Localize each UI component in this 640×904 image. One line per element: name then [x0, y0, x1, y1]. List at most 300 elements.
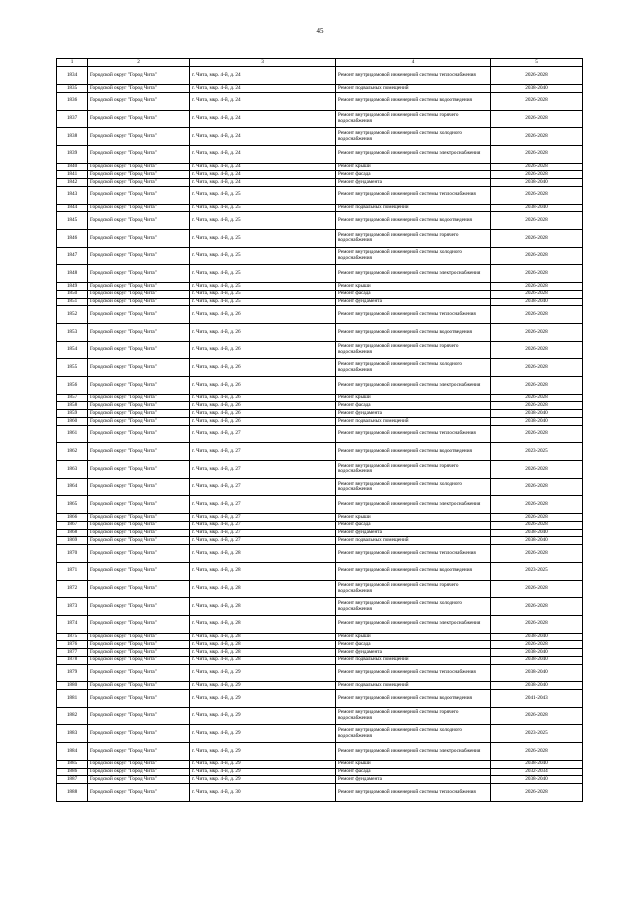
table-row — [57, 204, 583, 212]
municipality-cell: Городской округ "Город Чита" — [88, 283, 190, 291]
address-cell: г. Чита, мкр. 4-й, д. 26 — [190, 359, 336, 377]
period-cell: 2038-2040 — [491, 529, 583, 537]
table-body — [57, 67, 583, 801]
municipality-cell: Городской округ "Город Чита" — [88, 529, 190, 537]
period-cell: 2026-2028 — [491, 521, 583, 529]
row-number-cell: 1876 — [57, 641, 88, 649]
work-type-cell: Ремонт внутридомовой инженерной системы горячего водоснабжения — [336, 707, 491, 725]
column-header: 1 — [57, 59, 88, 67]
table-row — [57, 776, 583, 784]
table-row — [57, 656, 583, 664]
address-cell: г. Чита, мкр. 4-й, д. 29 — [190, 690, 336, 708]
row-number-cell: 1855 — [57, 359, 88, 377]
period-cell: 2038-2040 — [491, 85, 583, 93]
table-row — [57, 186, 583, 204]
table-row — [57, 725, 583, 743]
work-type-cell: Ремонт внутридомовой инженерной системы горячего водоснабжения — [336, 580, 491, 598]
row-number-cell: 1851 — [57, 298, 88, 306]
work-type-cell: Ремонт фасада — [336, 521, 491, 529]
work-type-cell: Ремонт внутридомовой инженерной системы горячего водоснабжения — [336, 341, 491, 359]
page-number: 45 — [316, 27, 324, 35]
period-cell: 2026-2028 — [491, 212, 583, 230]
municipality-cell: Городской округ "Город Чита" — [88, 163, 190, 171]
column-header: 2 — [88, 59, 190, 67]
municipality-cell: Городской округ "Город Чита" — [88, 776, 190, 784]
table-row — [57, 110, 583, 128]
work-type-cell: Ремонт фасада — [336, 641, 491, 649]
municipality-cell: Городской округ "Город Чита" — [88, 562, 190, 580]
table-row — [57, 265, 583, 283]
address-cell: г. Чита, мкр. 4-й, д. 27 — [190, 537, 336, 545]
work-type-cell: Ремонт подвальных помещений — [336, 656, 491, 664]
period-cell: 2026-2028 — [491, 461, 583, 479]
address-cell: г. Чита, мкр. 4-й, д. 29 — [190, 664, 336, 682]
table-row — [57, 229, 583, 247]
work-type-cell: Ремонт подвальных помещений — [336, 417, 491, 425]
table-row — [57, 171, 583, 179]
table-row — [57, 145, 583, 163]
table-row — [57, 598, 583, 616]
period-cell: 2038-2040 — [491, 760, 583, 768]
work-type-cell: Ремонт фундамента — [336, 410, 491, 418]
column-header: 4 — [336, 59, 491, 67]
municipality-cell: Городской округ "Город Чита" — [88, 323, 190, 341]
address-cell: г. Чита, мкр. 4-й, д. 28 — [190, 598, 336, 616]
municipality-cell: Городской округ "Город Чита" — [88, 443, 190, 461]
period-cell: 2026-2028 — [491, 128, 583, 146]
table-row — [57, 212, 583, 230]
address-cell: г. Чита, мкр. 4-й, д. 27 — [190, 521, 336, 529]
period-cell: 2026-2028 — [491, 394, 583, 402]
table-row — [57, 67, 583, 85]
address-cell: г. Чита, мкр. 4-й, д. 29 — [190, 776, 336, 784]
period-cell: 2026-2028 — [491, 283, 583, 291]
row-number-cell: 1843 — [57, 186, 88, 204]
table-row — [57, 377, 583, 395]
municipality-cell: Городской округ "Город Чита" — [88, 298, 190, 306]
table-row — [57, 537, 583, 545]
work-type-cell: Ремонт внутридомовой инженерной системы теплоснабжения — [336, 186, 491, 204]
table-row — [57, 580, 583, 598]
municipality-cell: Городской округ "Город Чита" — [88, 110, 190, 128]
address-cell: г. Чита, мкр. 4-й, д. 28 — [190, 580, 336, 598]
address-cell: г. Чита, мкр. 4-й, д. 26 — [190, 410, 336, 418]
row-number-cell: 1853 — [57, 323, 88, 341]
period-cell: 2026-2028 — [491, 229, 583, 247]
work-type-cell: Ремонт внутридомовой инженерной системы теплоснабжения — [336, 425, 491, 443]
period-cell: 2026-2028 — [491, 707, 583, 725]
column-header: 3 — [190, 59, 336, 67]
work-type-cell: Ремонт крыши — [336, 394, 491, 402]
period-cell: 2026-2028 — [491, 615, 583, 633]
row-number-cell: 1863 — [57, 461, 88, 479]
row-number-cell: 1870 — [57, 545, 88, 563]
work-type-cell: Ремонт фундамента — [336, 649, 491, 657]
municipality-cell: Городской округ "Город Чита" — [88, 186, 190, 204]
address-cell: г. Чита, мкр. 4-й, д. 24 — [190, 163, 336, 171]
row-number-cell: 1834 — [57, 67, 88, 85]
municipality-cell: Городской округ "Город Чита" — [88, 417, 190, 425]
address-cell: г. Чита, мкр. 4-й, д. 29 — [190, 682, 336, 690]
period-cell: 2026-2028 — [491, 641, 583, 649]
address-cell: г. Чита, мкр. 4-й, д. 24 — [190, 179, 336, 187]
work-type-cell: Ремонт внутридомовой инженерной системы водоотведения — [336, 212, 491, 230]
column-number-header-row — [57, 59, 583, 67]
work-type-cell: Ремонт внутридомовой инженерной системы горячего водоснабжения — [336, 461, 491, 479]
municipality-cell: Городской округ "Город Чита" — [88, 92, 190, 110]
address-cell: г. Чита, мкр. 4-й, д. 26 — [190, 341, 336, 359]
row-number-cell: 1880 — [57, 682, 88, 690]
work-type-cell: Ремонт внутридомовой инженерной системы водоотведения — [336, 92, 491, 110]
table-row — [57, 514, 583, 522]
address-cell: г. Чита, мкр. 4-й, д. 26 — [190, 417, 336, 425]
table-row — [57, 562, 583, 580]
row-number-cell: 1856 — [57, 377, 88, 395]
period-cell: 2038-2040 — [491, 656, 583, 664]
row-number-cell: 1883 — [57, 725, 88, 743]
municipality-cell: Городской округ "Город Чита" — [88, 145, 190, 163]
row-number-cell: 1854 — [57, 341, 88, 359]
work-type-cell: Ремонт внутридомовой инженерной системы холодного водоснабжения — [336, 725, 491, 743]
table-row — [57, 179, 583, 187]
period-cell: 2032-2034 — [491, 768, 583, 776]
address-cell: г. Чита, мкр. 4-й, д. 25 — [190, 229, 336, 247]
period-cell: 2026-2028 — [491, 92, 583, 110]
row-number-cell: 1857 — [57, 394, 88, 402]
table-row — [57, 425, 583, 443]
table-row — [57, 521, 583, 529]
period-cell: 2026-2028 — [491, 163, 583, 171]
row-number-cell: 1877 — [57, 649, 88, 657]
work-type-cell: Ремонт фасада — [336, 290, 491, 298]
period-cell: 2026-2028 — [491, 545, 583, 563]
table-row — [57, 641, 583, 649]
row-number-cell: 1888 — [57, 784, 88, 802]
work-type-cell: Ремонт внутридомовой инженерной системы теплоснабжения — [336, 67, 491, 85]
period-cell: 2026-2028 — [491, 67, 583, 85]
table-row — [57, 402, 583, 410]
address-cell: г. Чита, мкр. 4-й, д. 25 — [190, 186, 336, 204]
period-cell: 2038-2040 — [491, 664, 583, 682]
work-type-cell: Ремонт фундамента — [336, 298, 491, 306]
municipality-cell: Городской округ "Город Чита" — [88, 743, 190, 761]
period-cell: 2041-2043 — [491, 690, 583, 708]
period-cell: 2023-2025 — [491, 443, 583, 461]
row-number-cell: 1864 — [57, 478, 88, 496]
municipality-cell: Городской округ "Город Чита" — [88, 580, 190, 598]
period-cell: 2026-2028 — [491, 171, 583, 179]
work-type-cell: Ремонт подвальных помещений — [336, 537, 491, 545]
work-type-cell: Ремонт внутридомовой инженерной системы теплоснабжения — [336, 784, 491, 802]
period-cell: 2026-2028 — [491, 580, 583, 598]
table-row — [57, 633, 583, 641]
row-number-cell: 1835 — [57, 85, 88, 93]
address-cell: г. Чита, мкр. 4-й, д. 28 — [190, 545, 336, 563]
table-row — [57, 615, 583, 633]
address-cell: г. Чита, мкр. 4-й, д. 27 — [190, 529, 336, 537]
period-cell: 2026-2028 — [491, 514, 583, 522]
work-type-cell: Ремонт внутридомовой инженерной системы электроснабжения — [336, 743, 491, 761]
address-cell: г. Чита, мкр. 4-й, д. 25 — [190, 204, 336, 212]
work-type-cell: Ремонт фасада — [336, 171, 491, 179]
row-number-cell: 1862 — [57, 443, 88, 461]
municipality-cell: Городской округ "Город Чита" — [88, 410, 190, 418]
address-cell: г. Чита, мкр. 4-й, д. 24 — [190, 145, 336, 163]
period-cell: 2026-2028 — [491, 290, 583, 298]
municipality-cell: Городской округ "Город Чита" — [88, 514, 190, 522]
row-number-cell: 1841 — [57, 171, 88, 179]
row-number-cell: 1852 — [57, 306, 88, 324]
period-cell: 2038-2040 — [491, 682, 583, 690]
table-row — [57, 707, 583, 725]
period-cell: 2026-2028 — [491, 247, 583, 265]
row-number-cell: 1874 — [57, 615, 88, 633]
period-cell: 2038-2040 — [491, 633, 583, 641]
address-cell: г. Чита, мкр. 4-й, д. 27 — [190, 478, 336, 496]
row-number-cell: 1842 — [57, 179, 88, 187]
row-number-cell: 1846 — [57, 229, 88, 247]
work-type-cell: Ремонт внутридомовой инженерной системы водоотведения — [336, 562, 491, 580]
period-cell: 2038-2040 — [491, 776, 583, 784]
row-number-cell: 1859 — [57, 410, 88, 418]
work-type-cell: Ремонт внутридомовой инженерной системы водоотведения — [336, 443, 491, 461]
address-cell: г. Чита, мкр. 4-й, д. 26 — [190, 323, 336, 341]
table-row — [57, 394, 583, 402]
work-type-cell: Ремонт внутридомовой инженерной системы теплоснабжения — [336, 664, 491, 682]
municipality-cell: Городской округ "Город Чита" — [88, 171, 190, 179]
row-number-cell: 1884 — [57, 743, 88, 761]
work-type-cell: Ремонт внутридомовой инженерной системы холодного водоснабжения — [336, 478, 491, 496]
municipality-cell: Городской округ "Город Чита" — [88, 377, 190, 395]
municipality-cell: Городской округ "Город Чита" — [88, 290, 190, 298]
municipality-cell: Городской округ "Город Чита" — [88, 341, 190, 359]
table-row — [57, 85, 583, 93]
municipality-cell: Городской округ "Город Чита" — [88, 649, 190, 657]
address-cell: г. Чита, мкр. 4-й, д. 28 — [190, 649, 336, 657]
period-cell: 2038-2040 — [491, 537, 583, 545]
municipality-cell: Городской округ "Город Чита" — [88, 656, 190, 664]
row-number-cell: 1865 — [57, 496, 88, 514]
address-cell: г. Чита, мкр. 4-й, д. 26 — [190, 394, 336, 402]
table-row — [57, 760, 583, 768]
municipality-cell: Городской округ "Город Чита" — [88, 394, 190, 402]
municipality-cell: Городской округ "Город Чита" — [88, 204, 190, 212]
period-cell: 2026-2028 — [491, 145, 583, 163]
municipality-cell: Городской округ "Город Чита" — [88, 682, 190, 690]
address-cell: г. Чита, мкр. 4-й, д. 28 — [190, 656, 336, 664]
work-type-cell: Ремонт фундамента — [336, 529, 491, 537]
row-number-cell: 1848 — [57, 265, 88, 283]
municipality-cell: Городской округ "Город Чита" — [88, 212, 190, 230]
row-number-cell: 1837 — [57, 110, 88, 128]
period-cell: 2026-2028 — [491, 425, 583, 443]
period-cell: 2026-2028 — [491, 784, 583, 802]
row-number-cell: 1836 — [57, 92, 88, 110]
row-number-cell: 1860 — [57, 417, 88, 425]
municipality-cell: Городской округ "Город Чита" — [88, 67, 190, 85]
address-cell: г. Чита, мкр. 4-й, д. 29 — [190, 707, 336, 725]
table-row — [57, 417, 583, 425]
table-row — [57, 128, 583, 146]
row-number-cell: 1879 — [57, 664, 88, 682]
table-row — [57, 649, 583, 657]
work-type-cell: Ремонт крыши — [336, 283, 491, 291]
table-row — [57, 306, 583, 324]
period-cell: 2026-2028 — [491, 265, 583, 283]
table-row — [57, 323, 583, 341]
row-number-cell: 1878 — [57, 656, 88, 664]
work-type-cell: Ремонт крыши — [336, 760, 491, 768]
municipality-cell: Городской округ "Город Чита" — [88, 496, 190, 514]
address-cell: г. Чита, мкр. 4-й, д. 24 — [190, 67, 336, 85]
municipality-cell: Городской округ "Город Чита" — [88, 615, 190, 633]
row-number-cell: 1886 — [57, 768, 88, 776]
row-number-cell: 1869 — [57, 537, 88, 545]
work-type-cell: Ремонт фундамента — [336, 776, 491, 784]
work-type-cell: Ремонт внутридомовой инженерной системы электроснабжения — [336, 496, 491, 514]
municipality-cell: Городской округ "Город Чита" — [88, 664, 190, 682]
row-number-cell: 1847 — [57, 247, 88, 265]
row-number-cell: 1866 — [57, 514, 88, 522]
row-number-cell: 1873 — [57, 598, 88, 616]
municipality-cell: Городской округ "Город Чита" — [88, 725, 190, 743]
address-cell: г. Чита, мкр. 4-й, д. 25 — [190, 283, 336, 291]
period-cell: 2026-2028 — [491, 478, 583, 496]
table-row — [57, 247, 583, 265]
table-row — [57, 529, 583, 537]
table-row — [57, 545, 583, 563]
period-cell: 2026-2028 — [491, 377, 583, 395]
table-row — [57, 298, 583, 306]
row-number-cell: 1858 — [57, 402, 88, 410]
work-type-cell: Ремонт подвальных помещений — [336, 682, 491, 690]
municipality-cell: Городской округ "Город Чита" — [88, 537, 190, 545]
row-number-cell: 1887 — [57, 776, 88, 784]
row-number-cell: 1871 — [57, 562, 88, 580]
address-cell: г. Чита, мкр. 4-й, д. 25 — [190, 212, 336, 230]
address-cell: г. Чита, мкр. 4-й, д. 25 — [190, 298, 336, 306]
address-cell: г. Чита, мкр. 4-й, д. 24 — [190, 128, 336, 146]
row-number-cell: 1838 — [57, 128, 88, 146]
work-type-cell: Ремонт внутридомовой инженерной системы электроснабжения — [336, 377, 491, 395]
address-cell: г. Чита, мкр. 4-й, д. 29 — [190, 725, 336, 743]
address-cell: г. Чита, мкр. 4-й, д. 30 — [190, 784, 336, 802]
work-type-cell: Ремонт крыши — [336, 163, 491, 171]
address-cell: г. Чита, мкр. 4-й, д. 27 — [190, 443, 336, 461]
address-cell: г. Чита, мкр. 4-й, д. 27 — [190, 496, 336, 514]
table-row — [57, 690, 583, 708]
row-number-cell: 1845 — [57, 212, 88, 230]
work-type-cell: Ремонт внутридомовой инженерной системы теплоснабжения — [336, 306, 491, 324]
table-row — [57, 283, 583, 291]
table-row — [57, 496, 583, 514]
municipality-cell: Городской округ "Город Чита" — [88, 768, 190, 776]
municipality-cell: Городской округ "Город Чита" — [88, 265, 190, 283]
work-type-cell: Ремонт внутридомовой инженерной системы электроснабжения — [336, 265, 491, 283]
period-cell: 2026-2028 — [491, 323, 583, 341]
period-cell: 2026-2028 — [491, 186, 583, 204]
table-row — [57, 784, 583, 802]
municipality-cell: Городской округ "Город Чита" — [88, 521, 190, 529]
row-number-cell: 1839 — [57, 145, 88, 163]
address-cell: г. Чита, мкр. 4-й, д. 29 — [190, 760, 336, 768]
work-type-cell: Ремонт крыши — [336, 514, 491, 522]
work-type-cell: Ремонт фасада — [336, 402, 491, 410]
row-number-cell: 1861 — [57, 425, 88, 443]
period-cell: 2038-2040 — [491, 410, 583, 418]
work-type-cell: Ремонт крыши — [336, 633, 491, 641]
municipality-cell: Городской округ "Город Чита" — [88, 128, 190, 146]
address-cell: г. Чита, мкр. 4-й, д. 26 — [190, 306, 336, 324]
table-row — [57, 92, 583, 110]
address-cell: г. Чита, мкр. 4-й, д. 24 — [190, 110, 336, 128]
municipality-cell: Городской округ "Город Чита" — [88, 598, 190, 616]
work-type-cell: Ремонт внутридомовой инженерной системы электроснабжения — [336, 145, 491, 163]
address-cell: г. Чита, мкр. 4-й, д. 27 — [190, 514, 336, 522]
municipality-cell: Городской округ "Город Чита" — [88, 461, 190, 479]
work-type-cell: Ремонт внутридомовой инженерной системы горячего водоснабжения — [336, 110, 491, 128]
municipality-cell: Городской округ "Город Чита" — [88, 545, 190, 563]
period-cell: 2023-2025 — [491, 562, 583, 580]
row-number-cell: 1881 — [57, 690, 88, 708]
period-cell: 2038-2040 — [491, 298, 583, 306]
period-cell: 2026-2028 — [491, 598, 583, 616]
row-number-cell: 1850 — [57, 290, 88, 298]
address-cell: г. Чита, мкр. 4-й, д. 27 — [190, 461, 336, 479]
period-cell: 2038-2040 — [491, 649, 583, 657]
table-row — [57, 743, 583, 761]
address-cell: г. Чита, мкр. 4-й, д. 26 — [190, 402, 336, 410]
address-cell: г. Чита, мкр. 4-й, д. 24 — [190, 92, 336, 110]
row-number-cell: 1844 — [57, 204, 88, 212]
row-number-cell: 1872 — [57, 580, 88, 598]
address-cell: г. Чита, мкр. 4-й, д. 28 — [190, 615, 336, 633]
municipality-cell: Городской округ "Город Чита" — [88, 229, 190, 247]
municipality-cell: Городской округ "Город Чита" — [88, 784, 190, 802]
address-cell: г. Чита, мкр. 4-й, д. 29 — [190, 743, 336, 761]
municipality-cell: Городской округ "Город Чита" — [88, 633, 190, 641]
row-number-cell: 1840 — [57, 163, 88, 171]
municipality-cell: Городской округ "Город Чита" — [88, 690, 190, 708]
work-type-cell: Ремонт подвальных помещений — [336, 204, 491, 212]
address-cell: г. Чита, мкр. 4-й, д. 27 — [190, 425, 336, 443]
table-row — [57, 290, 583, 298]
address-cell: г. Чита, мкр. 4-й, д. 25 — [190, 290, 336, 298]
municipality-cell: Городской округ "Город Чита" — [88, 359, 190, 377]
table-row — [57, 664, 583, 682]
row-number-cell: 1885 — [57, 760, 88, 768]
work-type-cell: Ремонт подвальных помещений — [336, 85, 491, 93]
row-number-cell: 1849 — [57, 283, 88, 291]
address-cell: г. Чита, мкр. 4-й, д. 26 — [190, 377, 336, 395]
address-cell: г. Чита, мкр. 4-й, д. 28 — [190, 562, 336, 580]
work-type-cell: Ремонт внутридомовой инженерной системы холодного водоснабжения — [336, 359, 491, 377]
address-cell: г. Чита, мкр. 4-й, д. 25 — [190, 247, 336, 265]
table-row — [57, 359, 583, 377]
table-row — [57, 461, 583, 479]
period-cell: 2026-2028 — [491, 110, 583, 128]
period-cell: 2026-2028 — [491, 743, 583, 761]
municipality-cell: Городской округ "Город Чита" — [88, 179, 190, 187]
municipality-cell: Городской округ "Город Чита" — [88, 402, 190, 410]
table-row — [57, 163, 583, 171]
table-row — [57, 478, 583, 496]
municipality-cell: Городской округ "Город Чита" — [88, 760, 190, 768]
work-type-cell: Ремонт фундамента — [336, 179, 491, 187]
address-cell: г. Чита, мкр. 4-й, д. 28 — [190, 633, 336, 641]
row-number-cell: 1875 — [57, 633, 88, 641]
municipality-cell: Городской округ "Город Чита" — [88, 425, 190, 443]
